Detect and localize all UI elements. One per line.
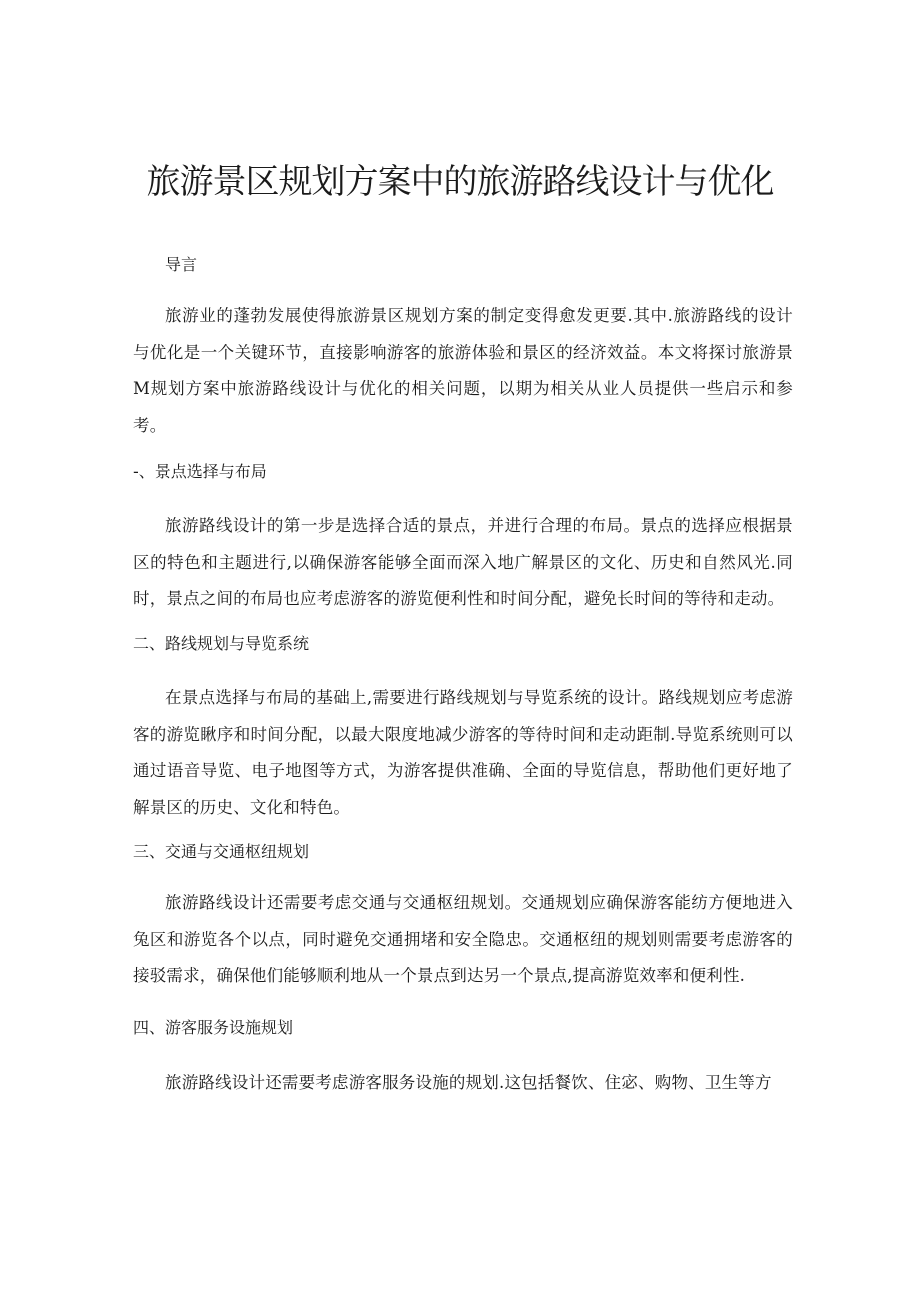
section-heading-4: 四、游客服务设施规划 — [133, 1018, 294, 1037]
section-heading-1: -、景点选择与布局 — [133, 462, 267, 481]
intro-paragraph: 旅游业的蓬勃发展使得旅游景区规划方案的制定变得愈发更要.其中.旅游路线的设计与优化是一个关键环节，直接影响游客的旅游体验和景区的经济效益。本文将探讨旅游景M规划方案中旅游路线设计与优化的相关问题，以期为相关从业人员提供一些启示和参考。 — [133, 306, 793, 435]
section-heading-2: 二、路线规划与导览系统 — [133, 634, 310, 653]
intro-label: 导言 — [165, 255, 198, 274]
section-paragraph-1: 旅游路线设计的第一步是选择合适的景点，并进行合理的布局。景点的选择应根据景区的特色和主题进行,以确保游客能够全面而深入地广解景区的文化、历史和自然风光.同时，景点之间的布局也应考虑游客的游览便利性和时间分配，避免长时间的等待和走动。 — [133, 516, 793, 608]
section-heading-3: 三、交通与交通枢纽规划 — [133, 842, 310, 861]
document-title: 旅游景区规划方案中的旅游路线设计与优化 — [146, 162, 774, 202]
section-paragraph-3: 旅游路线设计还需要考虑交通与交通枢纽规划。交通规划应确保游客能纺方便地进入兔区和游览各个以点，同时避免交通拥堵和安全隐忠。交通枢纽的规划则需要考虑游客的接驳需求，确保他们能够顺利地从一个景点到达另一个景点,提高游览效率和便利性. — [133, 893, 793, 985]
section-paragraph-4: 旅游路线设计还需要考虑游客服务设施的规划.这包括餐饮、住宓、购物、卫生等方 — [165, 1073, 772, 1092]
section-paragraph-2: 在景点选择与布局的基础上,需要进行路线规划与导览系统的设计。路线规划应考虑游客的游览瞅序和时间分配，以最大限度地减少游客的等待时间和走动距制.导览系统则可以通过语音导览、电子地图等方式，为游客提供准确、全面的导览信息，帮助他们更好地了解景区的历史、文化和特色。 — [133, 688, 793, 817]
